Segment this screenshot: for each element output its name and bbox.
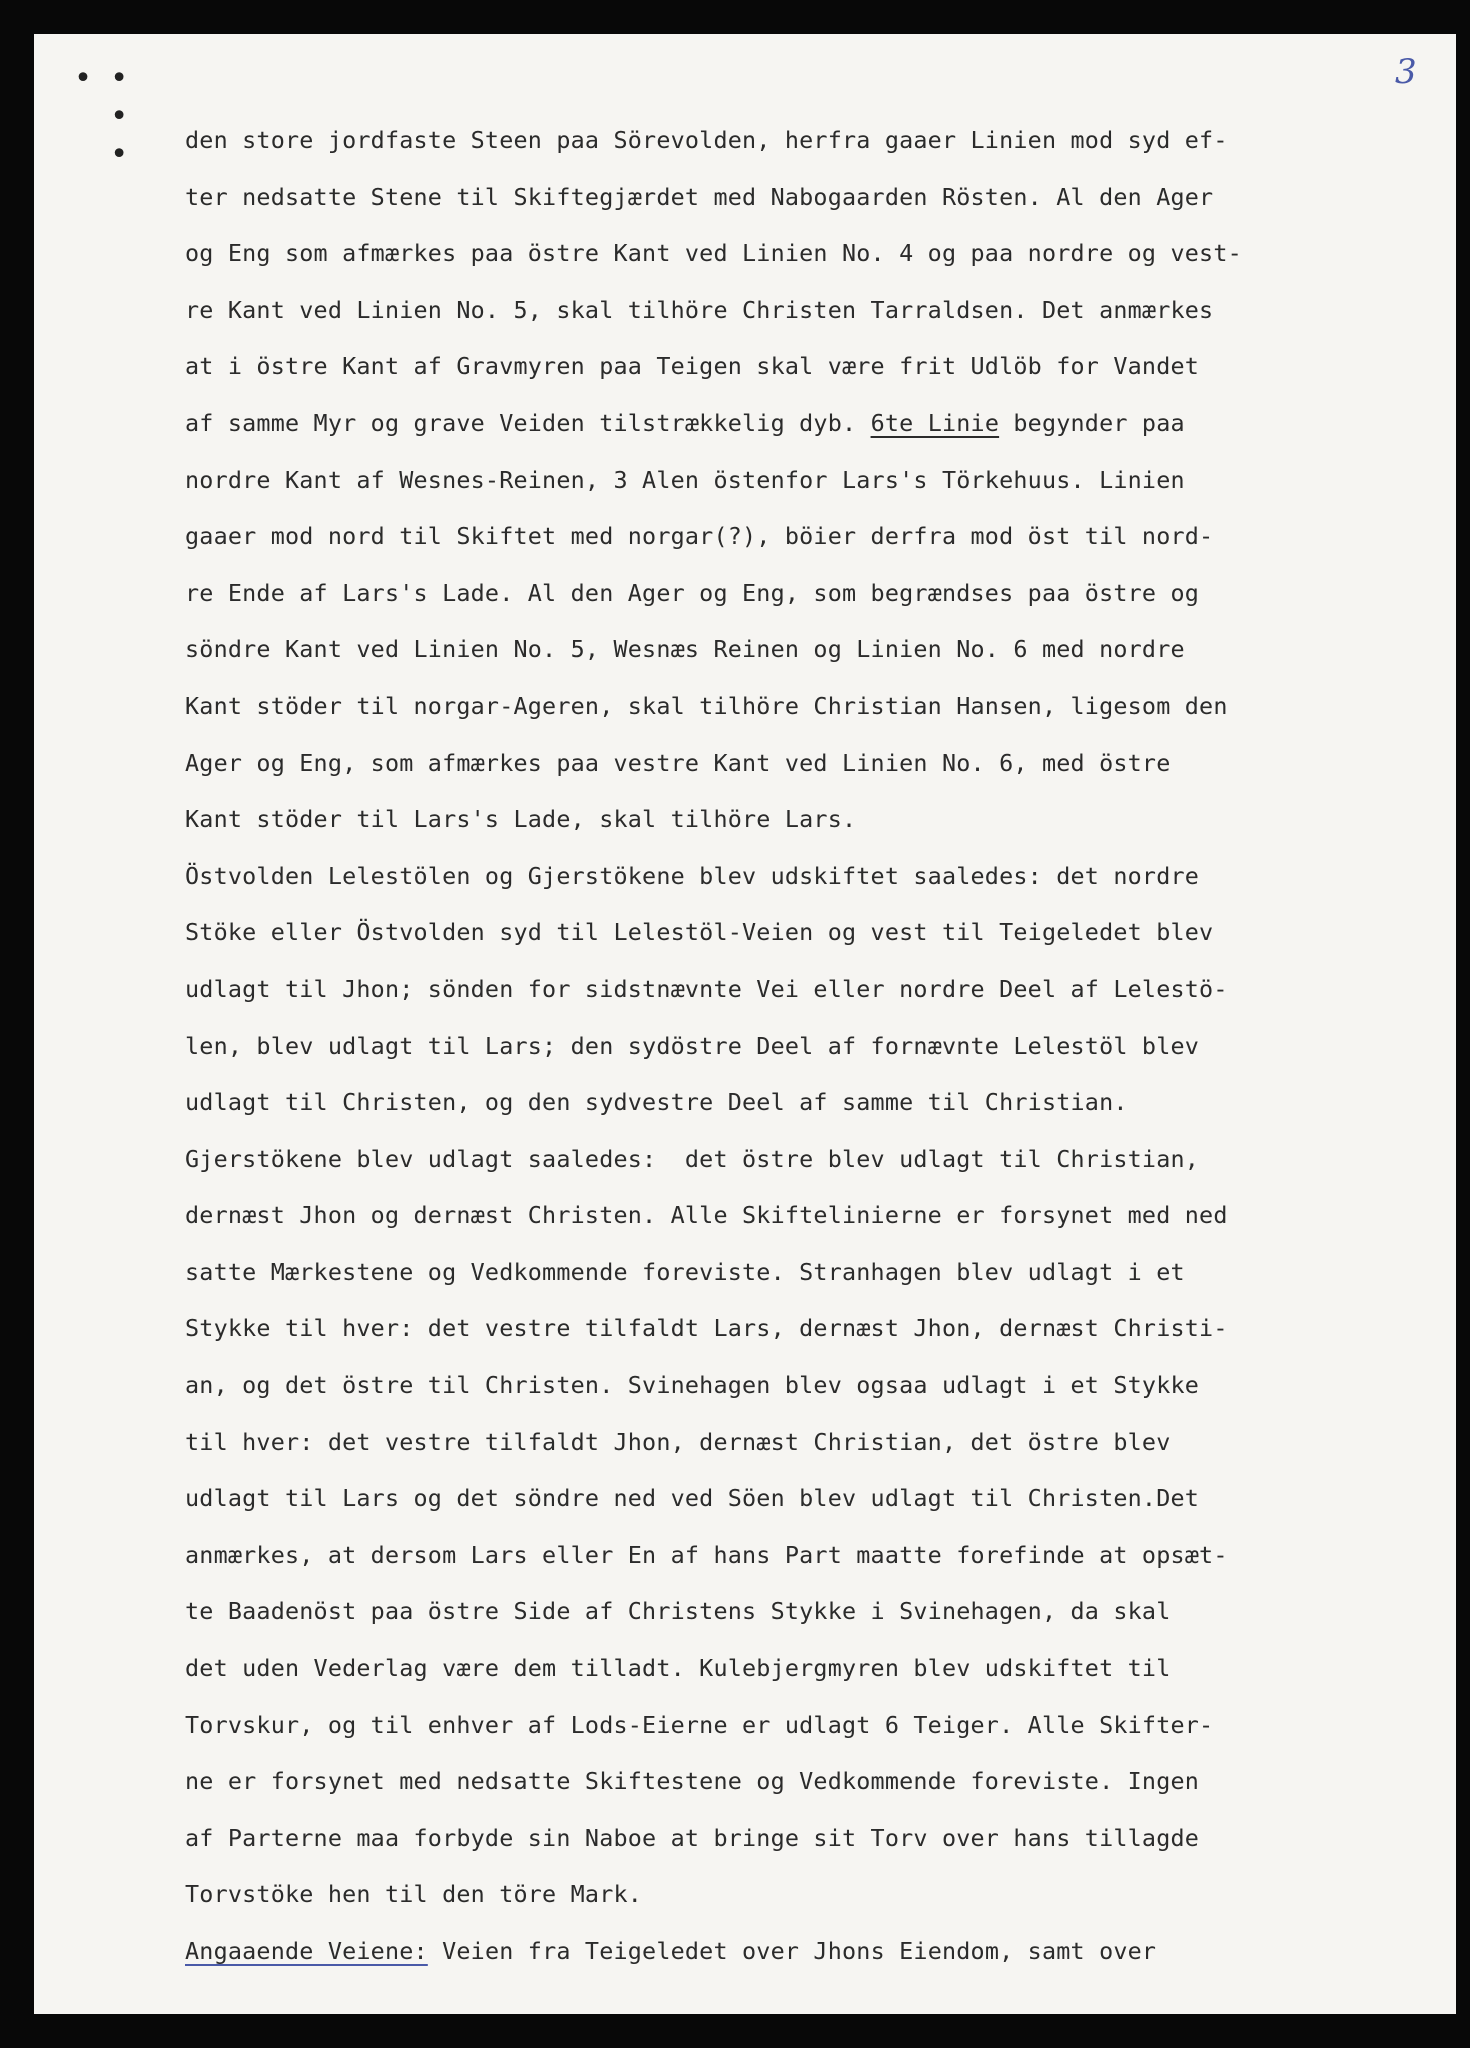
page-number: 3 bbox=[1395, 52, 1417, 92]
text-line: udlagt til Lars og det söndre ned ved Söen blev udlagt til Christen.Det bbox=[185, 1484, 1200, 1513]
text-line: dernæst Jhon og dernæst Christen. Alle Skiftelinierne er forsynet med ned bbox=[185, 1201, 1228, 1230]
text-line: af Parterne maa forbyde sin Naboe at bringe sit Torv over hans tillagde bbox=[185, 1823, 1200, 1852]
text-line: det uden Vederlag være dem tilladt. Kulebjergmyren blev udskiftet til bbox=[185, 1654, 1171, 1683]
text-line: Kant stöder til Lars's Lade, skal tilhöre Lars. bbox=[185, 805, 857, 834]
underlined-heading: 6te Linie bbox=[870, 408, 1000, 437]
text-line: Östvolden Lelestölen og Gjerstökene blev udskiftet saaledes: det nordre bbox=[185, 861, 1200, 890]
text-line: Ager og Eng, som afmærkes paa vestre Kant ved Linien No. 6, med östre bbox=[185, 748, 1171, 777]
text-line: söndre Kant ved Linien No. 5, Wesnæs Reinen og Linien No. 6 med nordre bbox=[185, 635, 1185, 664]
text-line: Kant stöder til norgar-Ageren, skal tilhöre Christian Hansen, ligesom den bbox=[185, 691, 1228, 720]
text-segment: begynder paa bbox=[999, 408, 1185, 437]
text-line: re Kant ved Linien No. 5, skal tilhöre Christen Tarraldsen. Det anmærkes bbox=[185, 295, 1214, 324]
text-line: at i östre Kant af Gravmyren paa Teigen skal være frit Udlöb for Vandet bbox=[185, 352, 1200, 381]
text-line: gaaer mod nord til Skiftet med norgar(?), böier derfra mod öst til nord- bbox=[185, 522, 1214, 551]
text-line: an, og det östre til Christen. Svinehagen blev ogsaa udlagt i et Stykke bbox=[185, 1371, 1200, 1400]
text-line: Gjerstökene blev udlagt saaledes: det östre blev udlagt til Christian, bbox=[185, 1144, 1200, 1173]
text-segment: Veien fra Teigeledet over Jhons Eiendom, samt over bbox=[427, 1937, 1157, 1965]
text-line: te Baadenöst paa östre Side af Christens Stykke i Svinehagen, da skal bbox=[185, 1597, 1171, 1626]
text-segment: af samme Myr og grave Veiden tilstrækkelig dyb. bbox=[185, 408, 871, 437]
text-line: udlagt til Jhon; sönden for sidstnævnte Vei eller nordre Deel af Lelestö- bbox=[185, 974, 1228, 1003]
text-line: satte Mærkestene og Vedkommende foreviste. Stranhagen blev udlagt i et bbox=[185, 1257, 1185, 1286]
text-line bbox=[185, 1923, 1435, 1980]
text-line: Torvskur, og til enhver af Lods-Eierne er udlagt 6 Teiger. Alle Skifter- bbox=[185, 1710, 1214, 1739]
text-line: Stykke til hver: det vestre tilfaldt Lars, dernæst Jhon, dernæst Christi- bbox=[185, 1314, 1228, 1343]
text-line: den store jordfaste Steen paa Sörevolden, herfra gaaer Linien mod syd ef- bbox=[185, 126, 1228, 154]
text-line bbox=[185, 395, 1435, 452]
typed-text-block bbox=[185, 112, 1435, 1980]
margin-marks: • • • • bbox=[74, 61, 129, 172]
text-line: re Ende af Lars's Lade. Al den Ager og Eng, som begrændses paa östre og bbox=[185, 578, 1200, 607]
text-line: nordre Kant af Wesnes-Reinen, 3 Alen östenfor Lars's Törkehuus. Linien bbox=[185, 465, 1185, 494]
text-line: anmærkes, at dersom Lars eller En af hans Part maatte forefinde at opsæt- bbox=[185, 1540, 1228, 1569]
text-line: Torvstöke hen til den töre Mark. bbox=[185, 1880, 643, 1909]
text-line: udlagt til Christen, og den sydvestre Deel af samme til Christian. bbox=[185, 1088, 1128, 1117]
text-line: Stöke eller Östvolden syd til Lelestöl-Veien og vest til Teigeledet blev bbox=[185, 918, 1214, 947]
text-line: len, blev udlagt til Lars; den sydöstre Deel af fornævnte Lelestöl blev bbox=[185, 1031, 1200, 1060]
text-line: ter nedsatte Stene til Skiftegjærdet med Nabogaarden Rösten. Al den Ager bbox=[185, 182, 1214, 211]
underlined-heading: Angaaende Veiene: bbox=[185, 1937, 428, 1965]
text-line: og Eng som afmærkes paa östre Kant ved Linien No. 4 og paa nordre og vest- bbox=[185, 239, 1242, 268]
text-line: til hver: det vestre tilfaldt Jhon, dernæst Christian, det östre blev bbox=[185, 1427, 1171, 1456]
text-line: ne er forsynet med nedsatte Skiftestene og Vedkommende foreviste. Ingen bbox=[185, 1767, 1200, 1796]
